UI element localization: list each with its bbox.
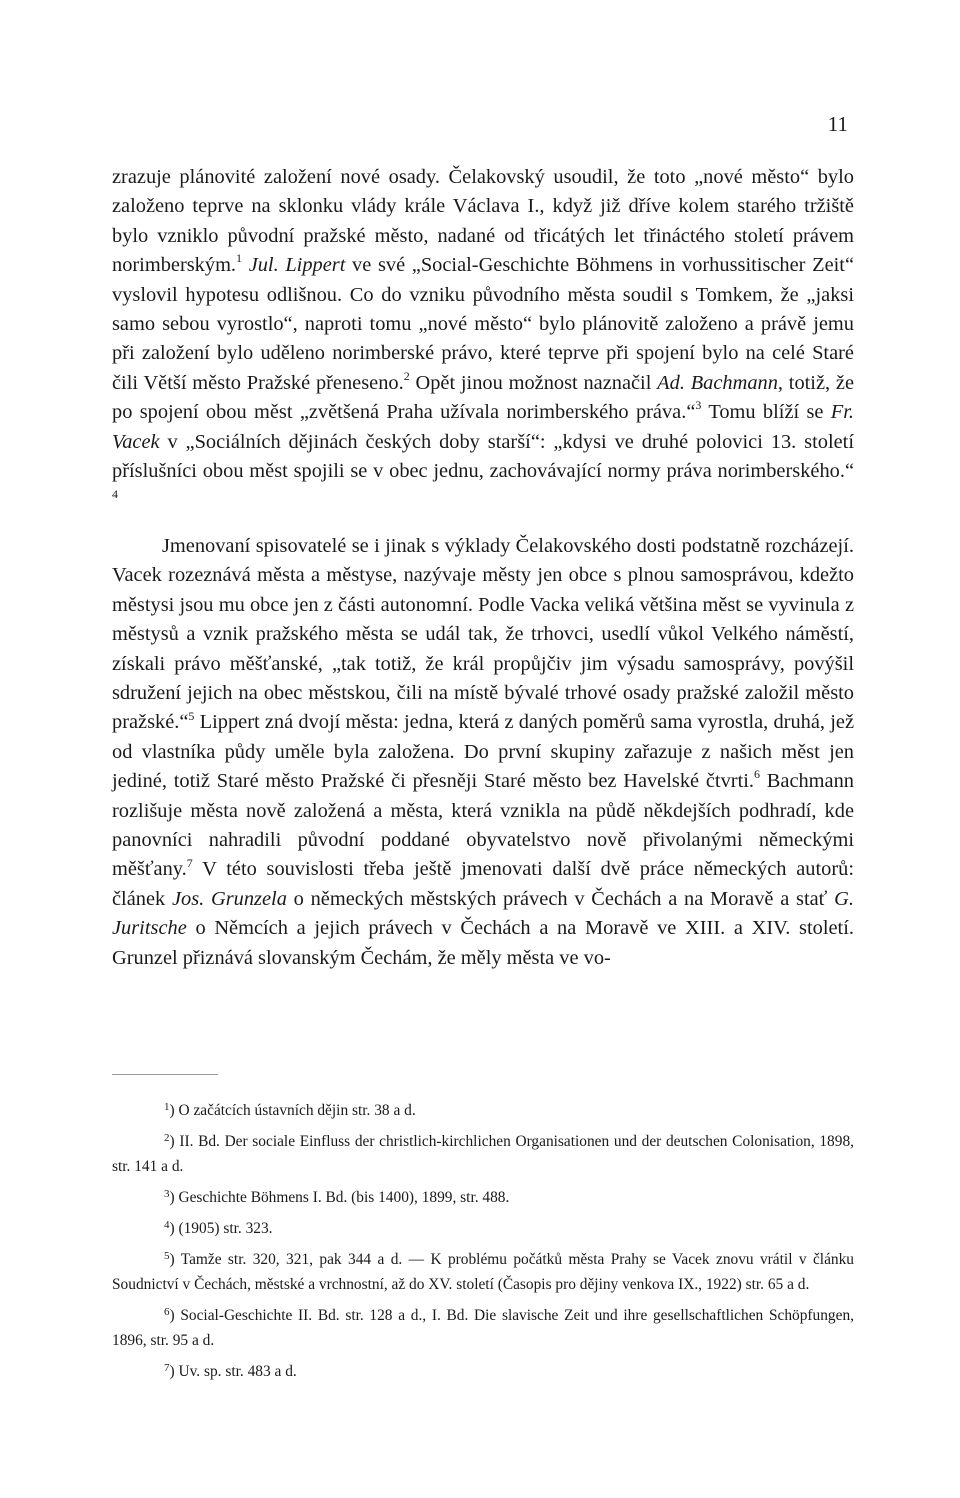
text-run: Opět jinou možnost naznačil [409, 371, 658, 394]
footnote-text: Geschichte Böhmens I. Bd. (bis 1400), 1899, str. 488. [178, 1189, 510, 1206]
text-run: zrazuje plánovité založení nové osady. Čelakovský usoudil, že toto „nové město“ bylo založeno teprve na sklonku vlády krále Václava I., když již dříve kolem starého tržiště bylo vzniklo původní pražské město, nadané od třicátých let třináctého století právem norimberským. [112, 166, 854, 277]
page-number: 11 [827, 112, 848, 136]
footnote-ref-6: 6 [754, 767, 760, 782]
footnote-ref-4: 4 [112, 486, 118, 501]
footnote-paren: ) [169, 1133, 180, 1150]
footnote-text: II. Bd. Der sociale Einfluss der christlich-kirchlichen Organisationen und der deutschen Colonisation, 1898, str. 141 a d. [112, 1133, 854, 1175]
text-run: V této souvislosti třeba ještě jmenovati další dvě práce německých autorů: článek [112, 858, 854, 910]
footnote-ref-5: 5 [188, 708, 195, 723]
text-run: o Němcích a jejich právech v Čechách a na Moravě ve XIII. a XIV. století. Grunzel přiznává slovanským Čechám, že měly města ve vo- [112, 917, 854, 969]
paragraph-1 [112, 163, 854, 516]
footnote-text: O začátcích ústavních dějin str. 38 a d. [178, 1102, 416, 1119]
footnote-text: Uv. sp. str. 483 a d. [178, 1363, 297, 1380]
paragraph-2 [112, 532, 854, 973]
footnote-ref-7: 7 [186, 855, 193, 870]
footnote-3 [112, 1182, 854, 1210]
footnote-paren: ) [169, 1251, 181, 1268]
footnote-mark: 1 [164, 1101, 170, 1113]
footnote-paren: ) [169, 1102, 179, 1119]
footnote-divider [112, 1074, 218, 1075]
main-text [112, 163, 854, 973]
author-name-lippert: Jul. Lippert [248, 254, 346, 277]
author-name-grunzel: Jos. Grunzela [171, 887, 287, 910]
footnote-paren: ) [169, 1220, 179, 1237]
footnote-ref-3: 3 [695, 398, 702, 413]
footnote-paren: ) [169, 1189, 179, 1206]
author-name-vacek: Fr. Vacek [112, 401, 854, 453]
footnote-7 [112, 1356, 854, 1384]
text-run: v „Sociálních dějinách českých doby starší“: „kdysi ve druhé polovici 13. století příslušníci obou měst spojili se v obec jednu, zachovávající normy práva norimberského.“ [112, 430, 854, 483]
footnote-1 [112, 1095, 854, 1123]
footnote-mark: 6 [164, 1306, 170, 1318]
text-run: Lippert zná dvojí města: jedna, která z daných poměrů sama vyrostla, druhá, jež od vlastníka půdy uměle byla založena. Do první skupiny zařazuje z našich měst jen jediné, totiž Staré město Pražské či přesněji Staré město bez Havelské čtvrti. [112, 711, 854, 793]
footnote-mark: 3 [164, 1188, 170, 1200]
footnote-text: (1905) str. 323. [178, 1220, 273, 1237]
text-run: Bachmann rozlišuje města nově založená a města, která vznikla na půdě někdejších podhradí, kde panovníci nahradili původní poddané obyvatelstvo nově přivolanými německými měšťany. [112, 770, 854, 881]
footnotes [112, 1095, 854, 1387]
footnote-mark: 4 [164, 1219, 170, 1231]
text-run: o německých městských právech v Čechách a na Moravě a stať [286, 887, 835, 910]
footnote-mark: 2 [164, 1132, 170, 1144]
footnote-5 [112, 1244, 854, 1297]
footnote-text: Social-Geschichte II. Bd. str. 128 a d., I. Bd. Die slavische Zeit und ihre gesellschaftlichen Schöpfungen, 1896, str. 95 a d. [112, 1307, 855, 1349]
text-run [242, 254, 249, 276]
text-run: ve své „Social-Geschichte Böhmens in vorhussitischer Zeit“ vyslovil hypotesu odlišnou. Co do vzniku původního města soudil s Tomkem, že „jaksi samo sebou vyrostlo“, naproti tomu „nové město“ bylo plánovitě založeno a právě jemu při založení bylo uděleno norimberské právo, které teprve při spojení bylo na celé Staré čili Větší město Pražské přeneseno. [112, 254, 854, 394]
text-run: Jmenovaní spisovatelé se i jinak s výklady Čelakovského dosti podstatně rozcházejí. Vacek rozeznává města a městyse, nazývaje městy jen obce s plnou samosprávou, kdežto městysi jsou mu obce jen z části autonomní. Podle Vacka veliká většina měst se vyvinula z městysů a vznik pražského města se udál tak, že trhovci, usedlí vůkol Velkého náměstí, získali právo měšťanské, „tak totiž, že král propůjčiv jim výsadu samosprávy, povýšil sdružení jejich na obec městskou, čili na místě bývalé trhové osady pražské založil město pražské.“ [112, 534, 854, 734]
text-run: Tomu blíží se [701, 401, 831, 424]
footnote-paren: ) [169, 1363, 179, 1380]
footnote-4 [112, 1213, 854, 1241]
footnote-ref-1: 1 [236, 251, 243, 266]
footnote-mark: 5 [164, 1250, 170, 1262]
footnote-ref-2: 2 [403, 369, 410, 384]
footnote-paren: ) [169, 1307, 181, 1324]
author-name-juritsch: G. Juritsche [112, 887, 854, 940]
footnote-mark: 7 [164, 1362, 170, 1374]
footnote-text: Tamže str. 320, 321, pak 344 a d. — K problému počátků města Prahy se Vacek znovu vrátil v článku Soudnictví v Čechách, městské a vrchnostní, až do XV. století (Časopis pro dějiny venkova IX., 1922) str. 65 a d. [112, 1251, 854, 1293]
footnote-6 [112, 1300, 854, 1353]
author-name-bachmann: Ad. Bachmann [657, 371, 778, 394]
footnote-2 [112, 1126, 854, 1179]
text-run: , totiž, že po spojení obou měst „zvětšená Praha užívala norimberského práva.“ [112, 371, 854, 424]
